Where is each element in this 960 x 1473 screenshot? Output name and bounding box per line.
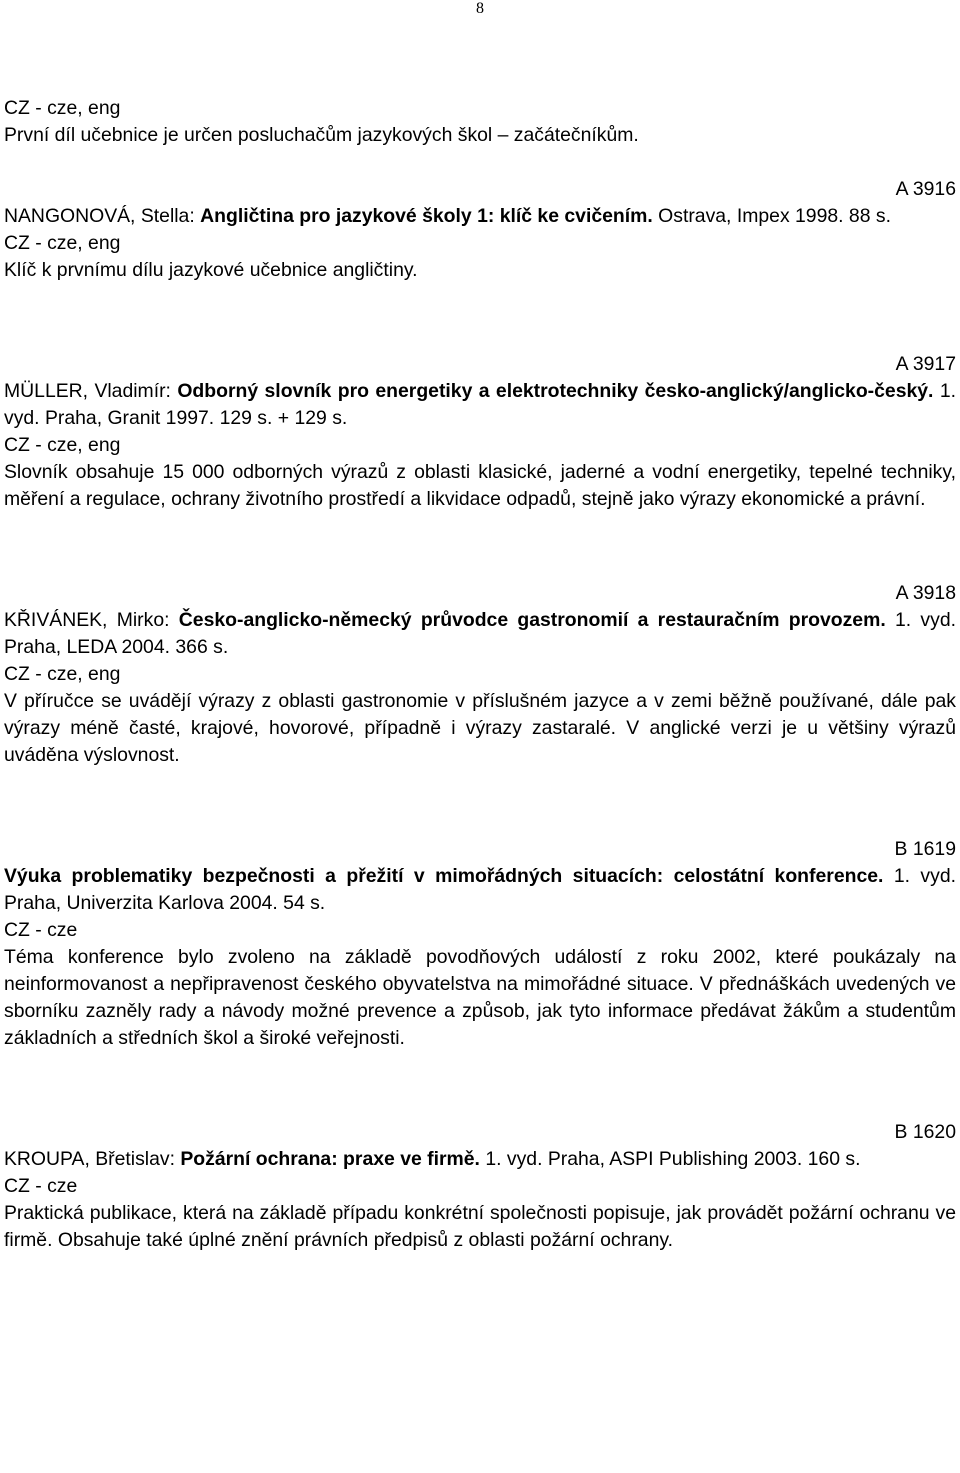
shelf-code: B 1620 [894,1121,956,1143]
entry-b1620 [4,1119,956,1254]
language-line: CZ - cze, eng [4,434,121,456]
entry-a3918 [4,580,956,769]
imprint: 1. vyd. Praha, ASPI Publishing 2003. 160 s. [479,1148,861,1170]
annotation: Téma konference bylo zvoleno na základě povodňových událostí z roku 2002, které poukázaly na neinformovanost a nepřipravenost českého obyvatelstva na mimořádné situace. V přednáškách uvedených ve sborníku zazněly rady a návody možné prevence a způsob, jak tyto informace předávat žákům a studentům základních a středních škol a široké veřejnosti. [4,946,956,1049]
catalog-page [4,95,956,1254]
language-line: CZ - cze, eng [4,663,121,685]
bibliographic-record [4,1146,956,1173]
title: Výuka problematiky bezpečnosti a přežití v mimořádných situacích: celostátní konference. [4,865,884,887]
bibliographic-record [4,607,956,661]
language-line: CZ - cze, eng [4,232,121,254]
annotation: Praktická publikace, která na základě případu konkrétní společnosti popisuje, jak provádět požární ochranu ve firmě. Obsahuje také úplné znění právních předpisů z oblasti požární ochrany. [4,1202,956,1251]
imprint: 1. vyd. Praha, Univerzita Karlova 2004. 54 s. [4,865,956,914]
annotation: První díl učebnice je určen posluchačům jazykových škol – začátečníkům. [4,124,639,146]
author: KŘIVÁNEK, Mirko: [4,609,179,631]
shelf-code: A 3917 [895,353,956,375]
bibliographic-record [4,863,956,917]
annotation: Slovník obsahuje 15 000 odborných výrazů z oblasti klasické, jaderné a vodní energetiky, tepelné techniky, měření a regulace, ochrany životního prostředí a likvidace odpadů, stejně jako výrazy ekonomické a právní. [4,461,956,510]
shelf-code: A 3916 [895,178,956,200]
author: NANGONOVÁ, Stella: [4,205,201,227]
entry-b1619 [4,836,956,1052]
language-line: CZ - cze [4,1175,78,1197]
annotation: V příručce se uvádějí výrazy z oblasti gastronomie v příslušném jazyce a v zemi běžně používané, dále pak výrazy méně časté, krajové, hovorové, případně i výrazy zastaralé. V anglické verzi je u většiny výrazů uváděna výslovnost. [4,690,956,766]
shelf-code: B 1619 [894,838,956,860]
imprint: 1. vyd. Praha, LEDA 2004. 366 s. [4,609,956,658]
language-line: CZ - cze [4,919,78,941]
bibliographic-record [4,203,956,230]
entry-continuation [4,95,956,149]
title: Angličtina pro jazykové školy 1: klíč ke cvičením. [200,205,653,227]
page-number: 8 [476,0,484,17]
title: Česko-anglicko-německý průvodce gastronomií a restauračním provozem. [178,609,886,631]
author: MÜLLER, Vladimír: [4,380,178,402]
imprint: 1. vyd. Praha, Granit 1997. 129 s. + 129 s. [4,380,957,429]
bibliographic-record [4,378,956,432]
imprint: Ostrava, Impex 1998. 88 s. [652,205,891,227]
title: Požární ochrana: praxe ve firmě. [180,1148,480,1170]
title: Odborný slovník pro energetiky a elektrotechniky česko-anglický/anglicko-český. [177,380,934,402]
annotation: Klíč k prvnímu dílu jazykové učebnice angličtiny. [4,259,418,281]
entry-a3916 [4,176,956,284]
language-line: CZ - cze, eng [4,97,121,119]
entry-a3917 [4,351,956,513]
shelf-code: A 3918 [895,582,956,604]
author: KROUPA, Břetislav: [4,1148,181,1170]
